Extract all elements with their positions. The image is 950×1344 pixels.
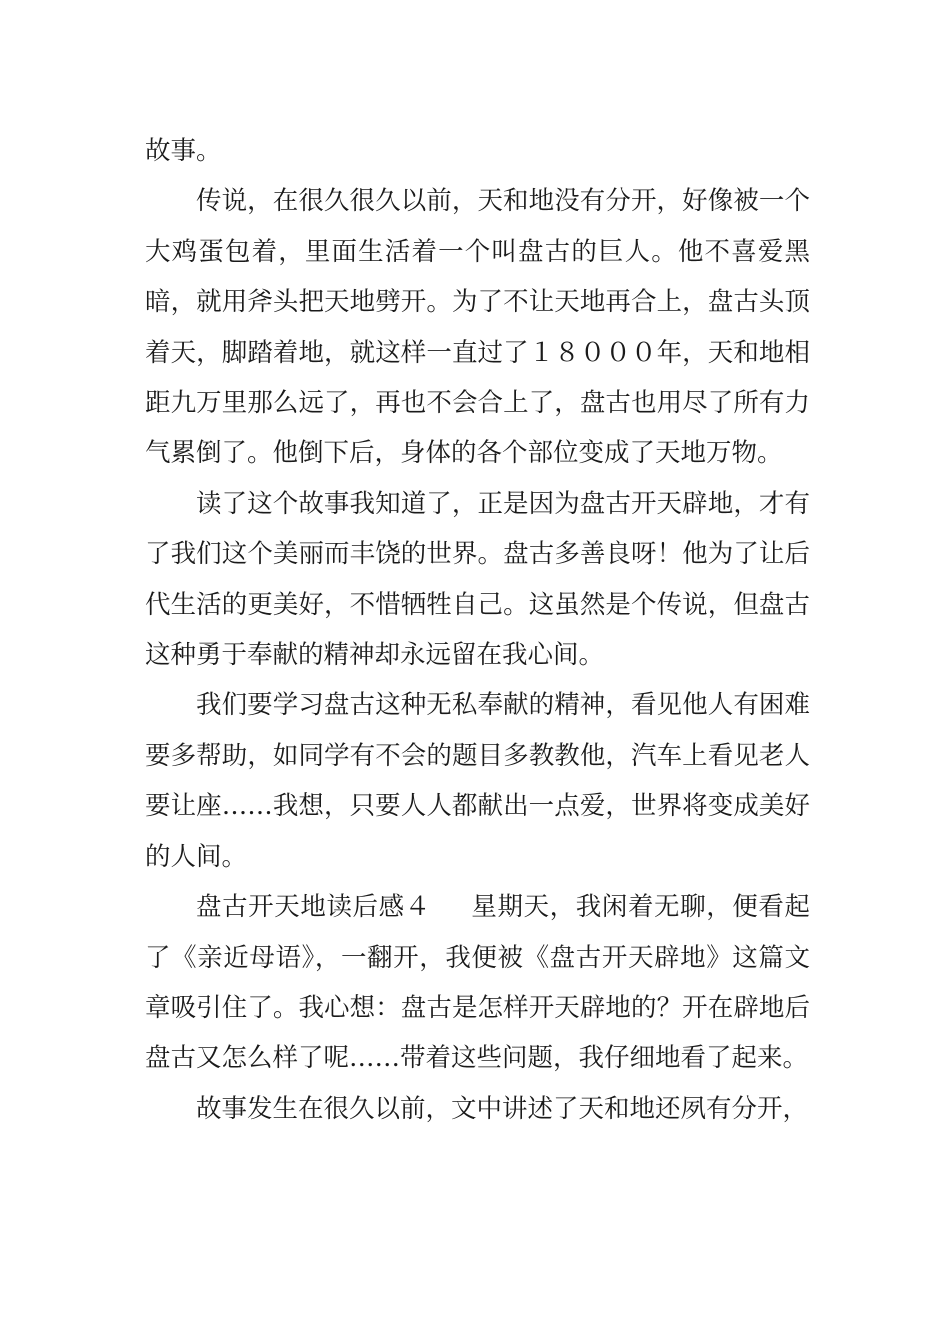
paragraph-section-4 bbox=[145, 882, 810, 1084]
section-heading: 盘古开天地读后感４ bbox=[196, 892, 431, 923]
paragraph-reflection: 读了这个故事我知道了，正是因为盘古开天辟地，才有了我们这个美丽而丰饶的世界。盘古多善良呀！他为了让后代生活的更美好，不惜牺牲自己。这虽然是个传说，但盘古这种勇于奉献的精神却永远留在我心间。 bbox=[145, 488, 810, 671]
paragraph-legend: 传说，在很久很久以前，天和地没有分开，好像被一个大鸡蛋包着，里面生活着一个叫盘古的巨人。他不喜爱黑暗，就用斧头把天地劈开。为了不让天地再合上，盘古头顶着天，脚踏着地，就这样一直过了１８０００年，天和地相距九万里那么远了，再也不会合上了，盘古也用尽了所有力气累倒了。他倒下后，身体的各个部位变成了天地万物。 bbox=[145, 186, 810, 469]
document-body bbox=[145, 126, 810, 1134]
section-4-text: 星期天，我闲着无聊，便看起了《亲近母语》，一翻开，我便被《盘古开天辟地》这篇文章吸引住了。我心想：盘古是怎样开天辟地的？开在辟地后盘古又怎么样了呢……带着这些问题，我仔细地看了起来。 bbox=[145, 892, 810, 1074]
paragraph-lesson: 我们要学习盘古这种无私奉献的精神，看见他人有困难要多帮助，如同学有不会的题目多教教他，汽车上看见老人要让座……我想，只要人人都献出一点爱，世界将变成美好的人间。 bbox=[145, 690, 810, 872]
paragraph-story-start: 故事发生在很久以前，文中讲述了天和地还夙有分开， bbox=[196, 1093, 809, 1124]
paragraph-continuation: 故事。 bbox=[145, 136, 222, 166]
